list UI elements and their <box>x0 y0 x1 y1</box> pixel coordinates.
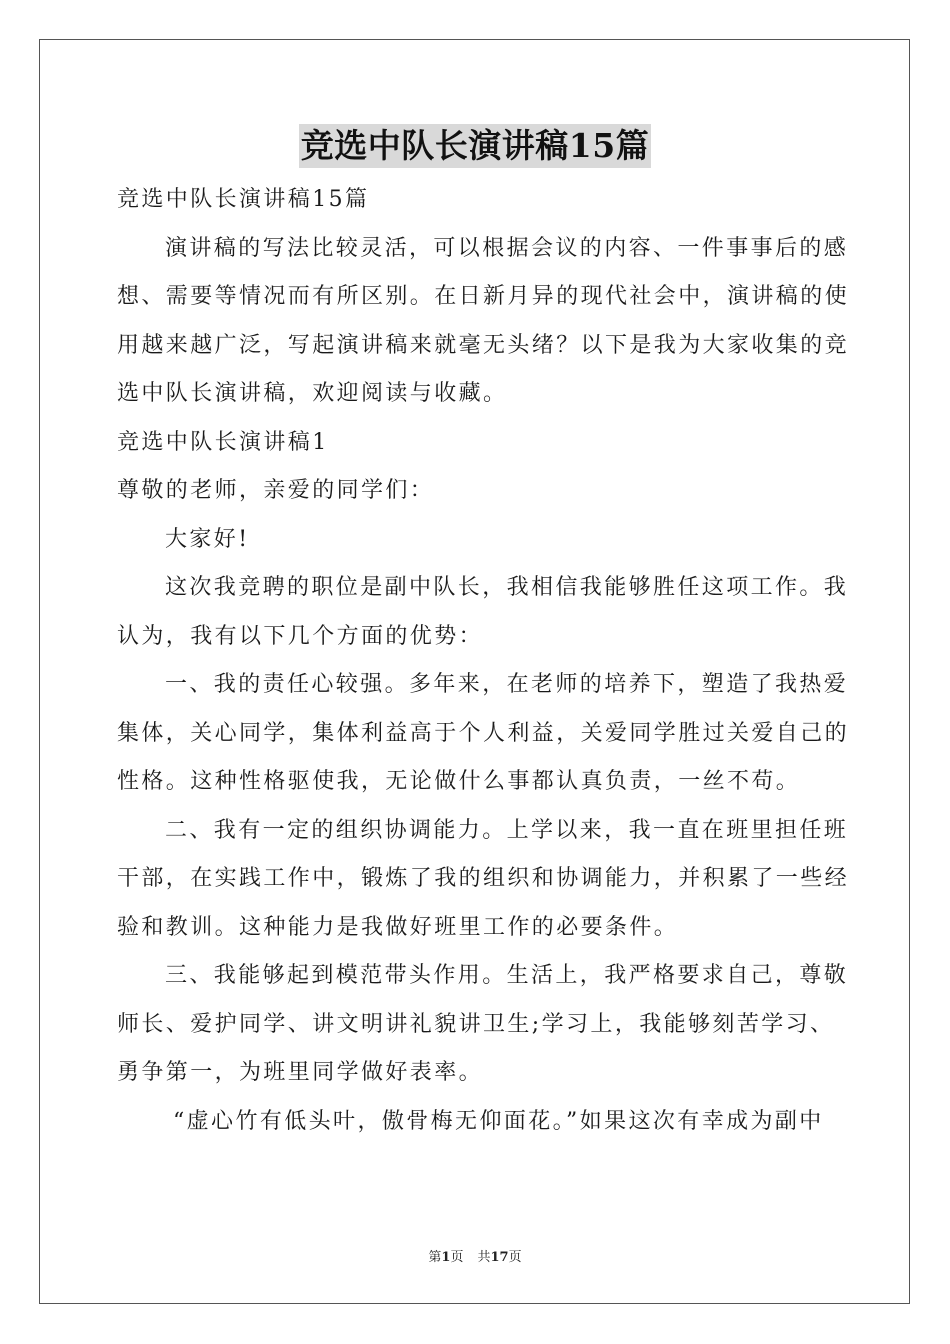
intro-line: 想、需要等情况而有所区别。在日新月异的现代社会中，演讲稿的使 <box>117 284 850 309</box>
body-line: 勇争第一，为班里同学做好表率。 <box>117 1060 484 1085</box>
document-title: 竞选中队长演讲稿15篇 <box>299 124 651 168</box>
greeting: 尊敬的老师，亲爱的同学们： <box>117 478 435 503</box>
total-suffix: 页 <box>508 1250 522 1265</box>
body-line: 认为，我有以下几个方面的优势： <box>117 623 484 649</box>
document-body <box>117 176 850 1146</box>
body-line: 集体，关心同学，集体利益高于个人利益，关爱同学胜过关爱自己的 <box>117 720 850 746</box>
body-line: 一、我的责任心较强。多年来，在老师的培养下，塑造了我热爱 <box>165 672 849 697</box>
intro-line: 演讲稿的写法比较灵活，可以根据会议的内容、一件事事后的感 <box>165 235 849 261</box>
subtitle: 竞选中队长演讲稿15篇 <box>117 187 370 212</box>
page-suffix: 页 <box>450 1250 464 1265</box>
hello-line: 大家好! <box>165 526 250 552</box>
body-line: 验和教训。这种能力是我做好班里工作的必要条件。 <box>117 914 679 940</box>
body-line: 二、我有一定的组织协调能力。上学以来，我一直在班里担任班 <box>165 817 849 843</box>
body-line: 师长、爱护同学、讲文明讲礼貌讲卫生;学习上，我能够刻苦学习、 <box>117 1011 835 1037</box>
title-wrap <box>0 124 950 168</box>
quote-line: “虚心竹有低头叶，傲骨梅无仰面花。”如果这次有幸成为副中 <box>173 1108 824 1134</box>
page-prefix: 第 <box>428 1250 442 1265</box>
intro-line: 用越来越广泛，写起演讲稿来就毫无头绪？以下是我为大家收集的竞 <box>117 332 850 358</box>
body-line: 性格。这种性格驱使我，无论做什么事都认真负责，一丝不苟。 <box>117 769 801 794</box>
body-line: 三、我能够起到模范带头作用。生活上，我严格要求自己，尊敬 <box>165 963 849 988</box>
section-heading: 竞选中队长演讲稿1 <box>117 429 329 455</box>
page-number: 1 <box>441 1250 451 1265</box>
page-footer <box>0 1246 950 1265</box>
total-prefix: 共 <box>477 1250 491 1265</box>
body-line: 干部，在实践工作中，锻炼了我的组织和协调能力，并积累了一些经 <box>117 866 850 891</box>
body-line: 这次我竞聘的职位是副中队长，我相信我能够胜任这项工作。我 <box>165 575 849 600</box>
total-pages: 17 <box>490 1250 509 1265</box>
intro-line: 选中队长演讲稿，欢迎阅读与收藏。 <box>117 381 508 406</box>
